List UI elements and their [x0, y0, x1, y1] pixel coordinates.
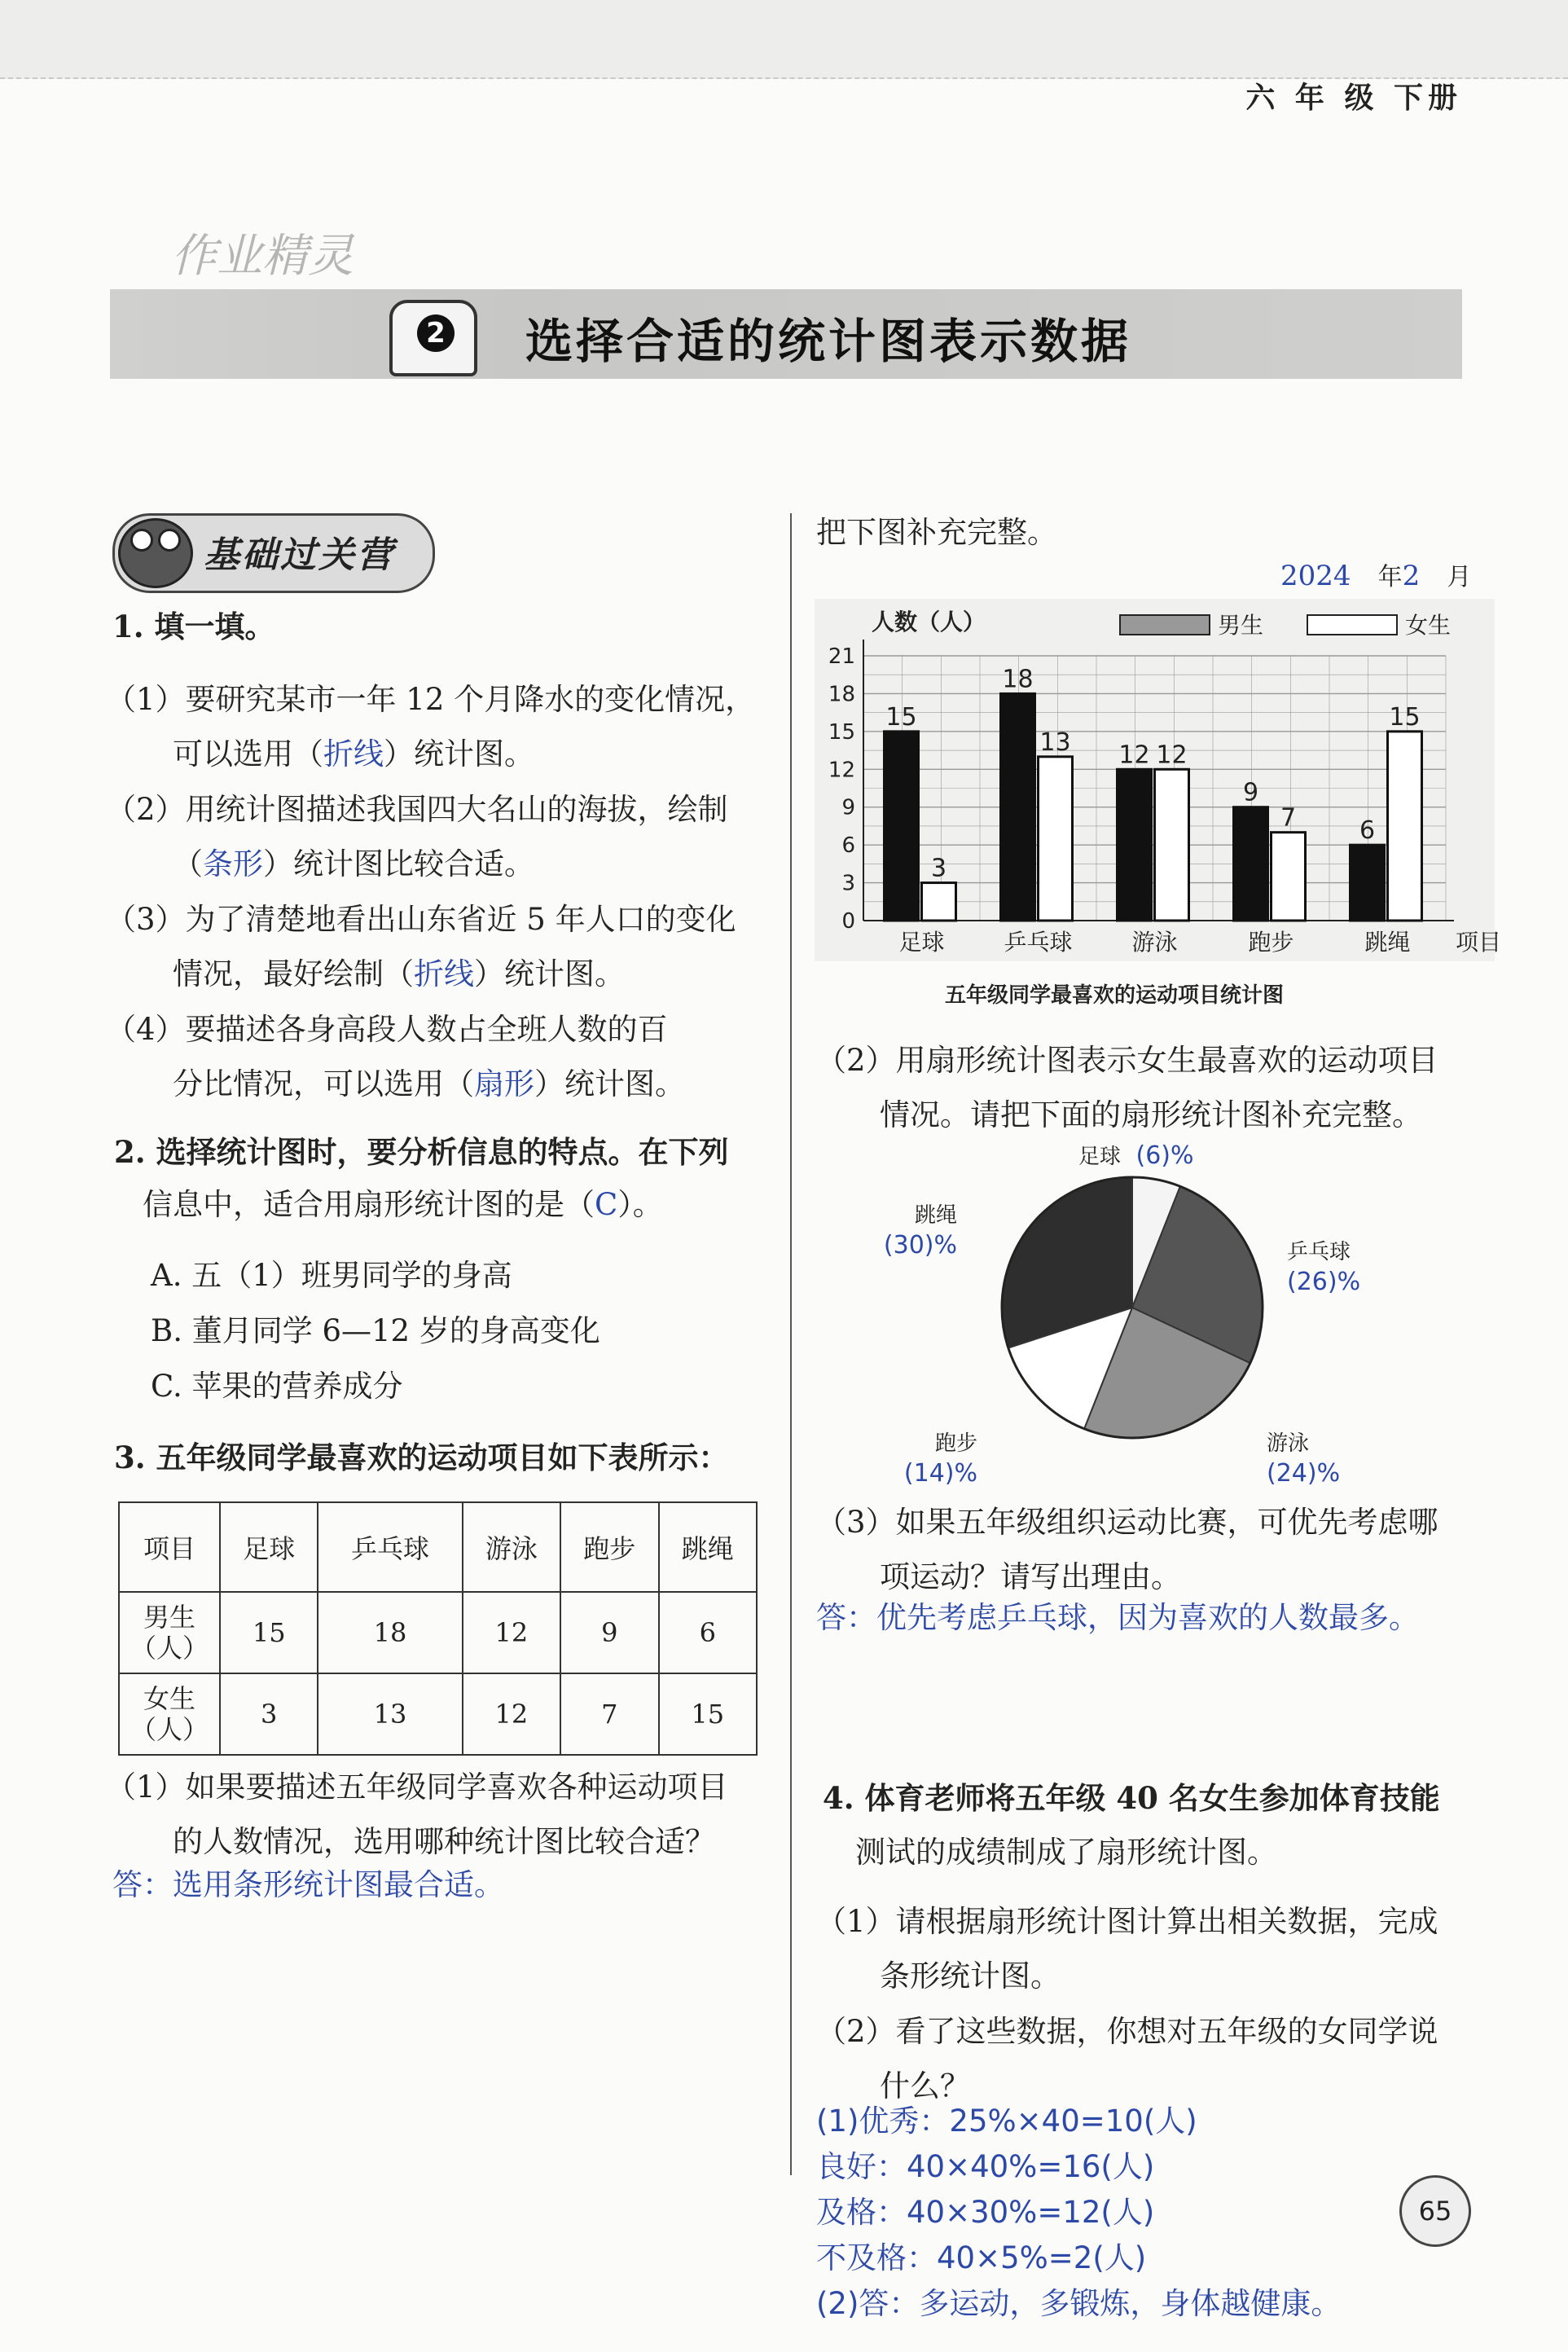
q1-p2-line1: （2）用统计图描述我国四大名山的海拔，绘制: [106, 792, 728, 827]
pie-chart: [880, 1141, 1361, 1488]
bar-chart: [815, 599, 1502, 961]
table-cell: 12: [463, 1673, 560, 1755]
q2-answer: C: [595, 1187, 618, 1222]
date-year-unit: 年: [1377, 563, 1403, 591]
page-number: 65: [1399, 2175, 1471, 2247]
q3-s3-line1: （3）如果五年级组织运动比赛，可优先考虑哪: [816, 1505, 1438, 1540]
grade-label: 六 年 级 下册: [1245, 81, 1462, 115]
bar-boys: [1351, 845, 1385, 921]
q1-p1-line2: 可以选用（折线）统计图。: [173, 736, 534, 772]
pie-label-value: (26)%: [1287, 1268, 1361, 1296]
pie-label-name: 乒乓球: [1287, 1240, 1351, 1264]
pie-label-name: 足球: [1078, 1145, 1122, 1169]
x-tick-label: 乒乓球: [1004, 929, 1073, 956]
table-row-label: 男生（人）: [119, 1592, 220, 1673]
q2-line1: 2. 选择统计图时，要分析信息的特点。在下列: [114, 1134, 729, 1170]
table-header-row: [119, 1502, 757, 1592]
pie-label-value: (24)%: [1267, 1459, 1341, 1488]
bar-value-label: 9: [1242, 778, 1259, 807]
bar-girls: [1155, 769, 1189, 921]
q3-s2-line2: 情况。请把下面的扇形统计图补充完整。: [880, 1097, 1422, 1132]
q1-title: 1. 填一填。: [112, 609, 275, 644]
bar-value-label: 7: [1280, 803, 1297, 833]
y-tick-label: 12: [828, 758, 855, 783]
bar-boys: [1234, 807, 1268, 921]
pie-label-name: 跳绳: [914, 1203, 957, 1228]
table-cell: 7: [560, 1673, 658, 1755]
bar-girls: [1388, 732, 1422, 921]
q4-s2-line2: 什么？: [880, 2068, 970, 2104]
q3-s1-answer: 答：选用条形统计图最合适。: [112, 1867, 504, 1902]
q3-s1-line1: （1）如果要描述五年级同学喜欢各种运动项目: [106, 1769, 728, 1805]
q4-answer-1: (1)优秀：25%×40=10(人): [816, 2104, 1197, 2139]
section-label: 基础过关营: [204, 534, 395, 576]
date-month: 2: [1402, 560, 1421, 592]
legend-label-girls: 女生: [1405, 612, 1452, 639]
legend-swatch-girls: [1307, 615, 1397, 635]
table-row: [119, 1673, 757, 1755]
y-tick-label: 21: [828, 644, 855, 669]
table-header-cell: 乒乓球: [318, 1502, 462, 1592]
q2-line2: 信息中，适合用扇形统计图的是（C）。: [143, 1187, 663, 1222]
table-header-cell: 游泳: [463, 1502, 560, 1592]
legend-label-boys: 男生: [1218, 612, 1264, 639]
q2-option-c: C. 苹果的营养成分: [151, 1369, 403, 1404]
table-row: [119, 1592, 757, 1673]
q1-p2-line2: （条形）统计图比较合适。: [173, 846, 534, 881]
table-cell: 13: [318, 1673, 462, 1755]
q2-option-b: B. 董月同学 6—12 岁的身高变化: [151, 1313, 600, 1348]
x-tick-label: 跑步: [1248, 929, 1294, 956]
pie-label-value: (30)%: [883, 1231, 957, 1260]
table-header-cell: 跳绳: [659, 1502, 758, 1592]
date-year: 2024: [1280, 560, 1351, 592]
q1-p3-line1: （3）为了清楚地看出山东省近 5 年人口的变化: [106, 902, 736, 937]
table-row-label: 女生（人）: [119, 1673, 220, 1755]
bar-value-label: 6: [1359, 816, 1376, 846]
q4-answer-5: (2)答：多运动，多锻炼，身体越健康。: [816, 2286, 1342, 2321]
q3-s1-line2: 的人数情况，选用哪种统计图比较合适？: [173, 1824, 715, 1859]
q1-p3-answer: 折线: [414, 956, 474, 991]
table-cell: 9: [560, 1592, 658, 1673]
q4-s2-line1: （2）看了这些数据，你想对五年级的女同学说: [816, 2014, 1438, 2049]
bar-girls: [922, 883, 956, 921]
frog-mascot-icon: [118, 518, 193, 588]
q1-p1-line1: （1）要研究某市一年 12 个月降水的变化情况，: [106, 682, 756, 717]
pie-label-name: 游泳: [1267, 1431, 1310, 1456]
q3-continue-line: 把下图补充完整。: [816, 515, 1057, 550]
table-cell: 15: [220, 1592, 318, 1673]
y-tick-label: 9: [841, 795, 855, 820]
legend-swatch-boys: [1120, 615, 1210, 635]
q1-p1-answer: 折线: [323, 736, 384, 772]
q2-option-a: A. 五（1）班男同学的身高: [151, 1258, 512, 1293]
table-cell: 6: [659, 1592, 758, 1673]
table-header-cell: 足球: [220, 1502, 318, 1592]
bar-value-label: 13: [1039, 728, 1071, 757]
bar-boys: [885, 732, 919, 921]
table-cell: 15: [659, 1673, 758, 1755]
table-cell: 12: [463, 1592, 560, 1673]
bar-boys: [1118, 769, 1152, 921]
q3-s3-answer: 答：优先考虑乒乓球，因为喜欢的人数最多。: [816, 1600, 1419, 1635]
table-cell: 18: [318, 1592, 462, 1673]
pie-label-name: 跑步: [934, 1431, 977, 1456]
bar-chart-caption: 五年级同学最喜欢的运动项目统计图: [945, 983, 1285, 1008]
x-tick-label: 跳绳: [1364, 929, 1411, 956]
y-tick-label: 18: [828, 682, 855, 707]
pie-label-value: (14)%: [903, 1459, 977, 1488]
bar-value-label: 12: [1156, 741, 1188, 770]
q3-s2-line1: （2）用扇形统计图表示女生最喜欢的运动项目: [816, 1043, 1438, 1078]
q3-data-table: [118, 1501, 758, 1756]
bar-girls: [1272, 833, 1306, 921]
q4-line2: 测试的成绩制成了扇形统计图。: [855, 1835, 1277, 1870]
x-tick-label: 游泳: [1131, 929, 1178, 956]
column-divider: [790, 513, 792, 2175]
bar-value-label: 12: [1118, 741, 1150, 770]
q4-line1: 4. 体育老师将五年级 40 名女生参加体育技能: [823, 1780, 1440, 1816]
q1-p3-line2: 情况，最好绘制（折线）统计图。: [173, 956, 625, 991]
y-axis-label: 人数（人）: [872, 609, 986, 635]
y-tick-label: 3: [841, 871, 855, 896]
q3-s3-line2: 项运动？请写出理由。: [880, 1559, 1181, 1594]
table-header-cell: 跑步: [560, 1502, 658, 1592]
lesson-title: 选择合适的统计图表示数据: [525, 314, 1132, 369]
q1-p4-line2: 分比情况，可以选用（扇形）统计图。: [173, 1066, 685, 1101]
top-band: [0, 0, 1568, 79]
y-tick-label: 6: [841, 833, 855, 859]
bar-value-label: 3: [930, 854, 947, 883]
x-tick-label: 足球: [898, 929, 945, 956]
q4-s1-line1: （1）请根据扇形统计图计算出相关数据，完成: [816, 1904, 1438, 1939]
q4-s1-line2: 条形统计图。: [880, 1959, 1061, 1994]
bar-girls: [1039, 757, 1073, 921]
bar-value-label: 15: [1389, 702, 1421, 732]
bar-boys: [1001, 693, 1035, 921]
bar-value-label: 18: [1002, 665, 1034, 694]
pie-label-value: (6)%: [1135, 1141, 1194, 1170]
lesson-number: 2: [417, 314, 455, 352]
y-tick-label: 0: [841, 909, 855, 934]
table-cell: 3: [220, 1673, 318, 1755]
q4-answer-3: 及格：40×30%=12(人): [816, 2195, 1155, 2230]
q1-p4-answer: 扇形: [474, 1066, 534, 1101]
q4-answer-4: 不及格：40×5%=2(人): [816, 2240, 1147, 2275]
y-tick-label: 15: [828, 719, 855, 745]
date-line: [1280, 556, 1471, 592]
x-axis-label: 项目: [1456, 929, 1502, 956]
bar-value-label: 15: [885, 702, 917, 732]
q1-p4-line1: （4）要描述各身高段人数占全班人数的百: [106, 1012, 668, 1047]
q3-title: 3. 五年级同学最喜欢的运动项目如下表所示：: [114, 1440, 729, 1475]
table-header-cell: 项目: [119, 1502, 220, 1592]
q1-p2-answer: 条形: [203, 846, 263, 881]
date-month-unit: 月: [1447, 563, 1472, 591]
brand-watermark: 作业精灵: [171, 230, 354, 283]
q4-answer-2: 良好：40×40%=16(人): [816, 2149, 1155, 2184]
